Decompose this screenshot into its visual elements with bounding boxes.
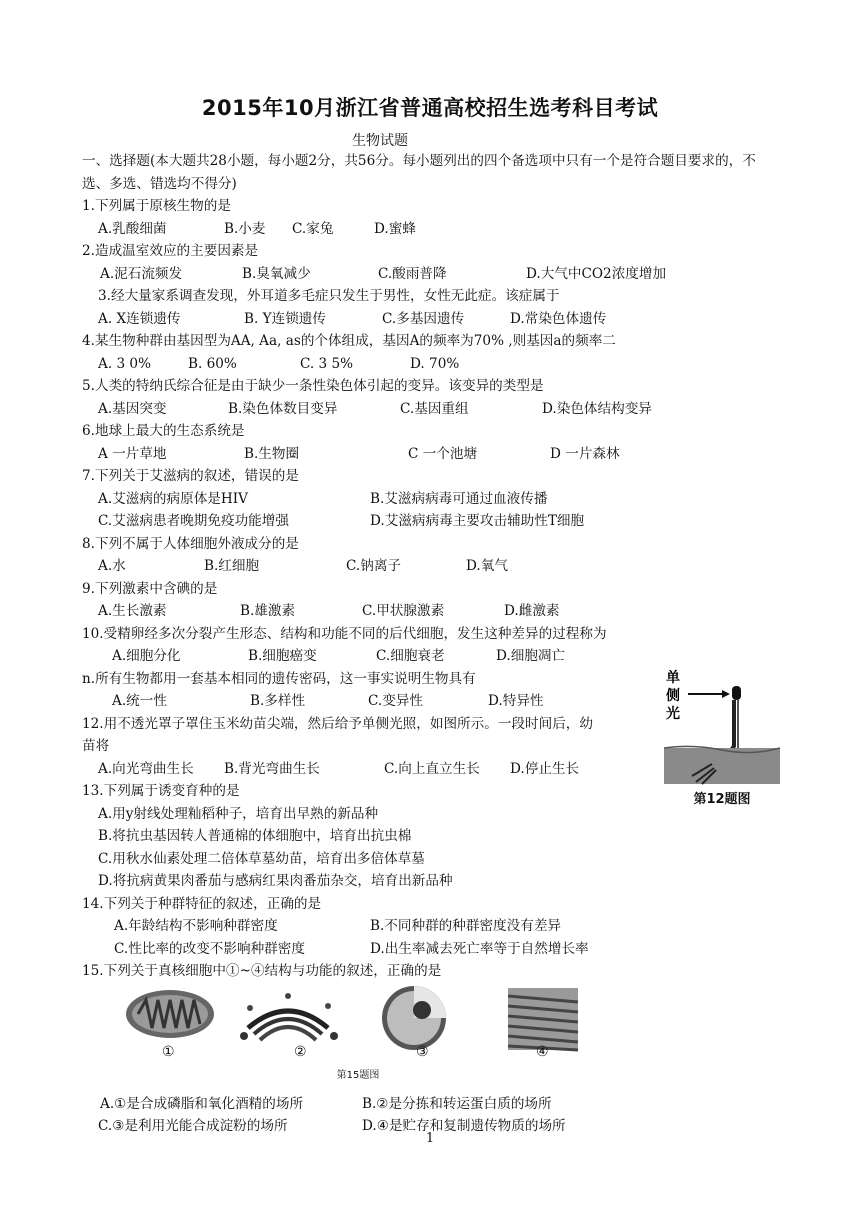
option-c: C.钠离子 <box>346 558 402 574</box>
question-stem: 1.下列属于原核生物的是 <box>82 198 231 214</box>
light-label-2: 侧 <box>666 688 680 704</box>
figure-15-labels <box>118 1044 598 1064</box>
option-a: A.年龄结构不影响种群密度 <box>114 918 278 934</box>
option-d: D.特异性 <box>488 693 544 709</box>
question-stem-continued: 苗将 <box>82 738 110 754</box>
option-c: C.③是利用光能合成淀粉的场所 <box>98 1118 288 1134</box>
light-label-1: 单 <box>666 670 680 686</box>
option-b: B.生物圈 <box>244 445 300 462</box>
option-d: D.蜜蜂 <box>374 220 416 237</box>
figure-15 <box>118 984 598 1080</box>
option-c: C. 3 5% <box>300 355 354 372</box>
page-subtitle: 生物试题 <box>352 133 408 149</box>
question-stem: 3.经大量家系调查发现，外耳道多毛症只发生于男性，女性无此症。该症属于 <box>98 288 560 304</box>
option-c: C 一个池塘 <box>408 445 478 462</box>
question-options <box>82 555 782 578</box>
option-b: B.艾滋病病毒可通过血液传播 <box>370 490 548 507</box>
opaque-cap-icon <box>732 686 741 700</box>
option-a: A. X连锁遗传 <box>98 310 181 327</box>
option-b: B.细胞癌变 <box>248 648 317 664</box>
option-d: D.④是贮存和复制遗传物质的场所 <box>362 1118 566 1134</box>
question-options <box>82 353 782 376</box>
option-b: B.②是分拣和转运蛋白质的场所 <box>362 1095 552 1112</box>
option-c: C.艾滋病患者晚期免疫功能增强 <box>98 513 289 529</box>
option-b: B. Y连锁遗传 <box>244 310 326 327</box>
option-c: C.基因重组 <box>400 400 469 417</box>
option-a: A.①是合成磷脂和氧化酒精的场所 <box>100 1095 304 1112</box>
option-a: A 一片草地 <box>98 445 167 462</box>
option-d: D.染色体结构变异 <box>542 400 652 417</box>
question-stem: 7.下列关于艾滋病的叙述，错误的是 <box>82 468 299 484</box>
option-d: D.出生率减去死亡率等于自然增长率 <box>370 940 589 957</box>
nucleus-icon <box>382 986 446 1050</box>
mitochondrion-icon <box>126 990 214 1038</box>
figure-15-caption: 第15题图 <box>336 1070 380 1081</box>
option-b: B.红细胞 <box>204 558 260 574</box>
question-options <box>82 1093 782 1116</box>
endoplasmic-reticulum-icon <box>508 988 578 1050</box>
option-b: B.雄激素 <box>240 603 296 619</box>
option-b: B.不同种群的种群密度没有差异 <box>370 918 562 934</box>
question-options <box>82 510 782 533</box>
question-stem: 8.下列不属于人体细胞外液成分的是 <box>82 535 299 552</box>
option-d: D.大气中CO2浓度增加 <box>526 265 667 282</box>
option-c: C.用秋水仙素处理二倍体草墓幼苗，培育出多倍体草墓 <box>98 850 425 867</box>
option-d: D.细胞凋亡 <box>496 648 566 664</box>
question-stem: 6.地球上最大的生态系统是 <box>82 423 245 439</box>
question-options <box>82 398 782 421</box>
arrow-head-icon <box>722 690 730 698</box>
option-d: D.停止生长 <box>510 760 580 777</box>
question-options <box>82 600 782 623</box>
question-stem: 15.下列关于真核细胞中①~④结构与功能的叙述，正确的是 <box>82 963 442 979</box>
question-stem: 10.受精卵经多次分裂产生形态、结构和功能不同的后代细胞，发生这种差异的过程称为 <box>82 625 607 642</box>
option-a: A.统一性 <box>112 693 167 709</box>
option-b: B.背光弯曲生长 <box>224 760 320 777</box>
option-d: D.雌激素 <box>504 603 560 619</box>
option-d: D.将抗病黄果肉番茄与感病红果肉番茄杂交，培育出新品种 <box>98 873 453 889</box>
option-b: B. 60% <box>188 355 237 372</box>
option-c: C.性比率的改变不影响种群密度 <box>114 940 305 957</box>
option-a: A.基因突变 <box>98 400 167 417</box>
option-a: A.水 <box>98 558 126 574</box>
seedling-illustration <box>662 664 782 804</box>
question-stem: 14.下列关于种群特征的叙述，正确的是 <box>82 895 322 912</box>
figure-12 <box>662 664 782 807</box>
question-stem: n.所有生物都用一套基本相同的遗传密码，这一事实说明生物具有 <box>82 670 476 687</box>
option-a: A. 3 0% <box>98 355 151 372</box>
option-d: D.艾滋病病毒主要攻击辅助性T细胞 <box>370 513 585 529</box>
option-a: A.艾滋病的病原体是HIV <box>98 490 248 507</box>
label-2: ② <box>294 1044 307 1060</box>
option-a: A.生长激素 <box>98 603 167 619</box>
label-1: ① <box>162 1044 175 1060</box>
option-a: A.用y射线处理籼稻种子，培育出早熟的新品种 <box>98 805 379 822</box>
option-b: B.小麦 <box>224 220 266 237</box>
option-b: B.染色体数目变异 <box>228 400 338 417</box>
label-4: ④ <box>536 1044 549 1060</box>
option-a: A.向光弯曲生长 <box>98 760 194 777</box>
option-b: B.多样性 <box>250 693 306 709</box>
option-b: B.臭氧减少 <box>242 265 311 282</box>
question-options <box>82 915 782 938</box>
option-d: D. 70% <box>410 355 460 372</box>
section-intro: 一、选择题(本大题共28小题，每小题2分，共56分。每小题列出的四个备选项中只有一个是符合题目要求的，不选、多选、错选均不得分) <box>82 153 756 192</box>
option-c: C.酸雨普降 <box>378 265 447 282</box>
label-3: ③ <box>416 1044 429 1060</box>
question-options <box>82 218 782 241</box>
question-stem: 5.人类的特纳氏综合征是由于缺少一条性染色体引起的变异。该变异的类型是 <box>82 378 544 394</box>
question-stem: 4.某生物种群由基因型为AA, Aa, as的个体组成，基因A的频率为70% ,则基因a的频率二 <box>82 333 616 349</box>
soil-block <box>664 748 780 784</box>
question-stem: 12.用不透光罩子罩住玉米幼苗尖端，然后给予单侧光照，如图所示。一段时间后，幼 <box>82 715 593 732</box>
option-a: A.泥石流频发 <box>100 265 183 282</box>
question-stem: 9.下列激素中含碘的是 <box>82 580 218 597</box>
question-stem: 2.造成温室效应的主要因素是 <box>82 243 259 259</box>
question-stem: 13.下列属于诱变育种的是 <box>82 783 240 799</box>
figure-12-caption: 第12题图 <box>693 792 751 807</box>
option-c: C.多基因遗传 <box>382 310 465 327</box>
option-c: C.家兔 <box>292 220 334 237</box>
golgi-apparatus-icon <box>240 993 338 1040</box>
question-options <box>82 263 782 286</box>
light-label-3: 光 <box>666 706 680 722</box>
question-options <box>82 443 782 466</box>
option-d: D.氧气 <box>466 558 508 574</box>
option-c: C.向上直立生长 <box>384 760 480 777</box>
question-options <box>82 938 782 961</box>
page-title: 2015年10月浙江省普通高校招生选考科目考试 <box>201 96 659 120</box>
option-c: C.细胞衰老 <box>376 648 445 664</box>
page-number: 1 <box>425 1131 435 1146</box>
option-c: C.甲状腺激素 <box>362 603 445 619</box>
option-c: C.变异性 <box>368 693 424 709</box>
question-options <box>82 488 782 511</box>
option-a: A.乳酸细菌 <box>98 220 167 237</box>
option-a: A.细胞分化 <box>112 648 181 664</box>
option-d: D.常染色体遗传 <box>510 310 607 327</box>
option-d: D 一片森林 <box>550 445 620 462</box>
option-b: B.将抗虫基因转人普通棉的体细胞中，培育出抗虫棉 <box>98 828 412 844</box>
question-options <box>82 308 782 331</box>
